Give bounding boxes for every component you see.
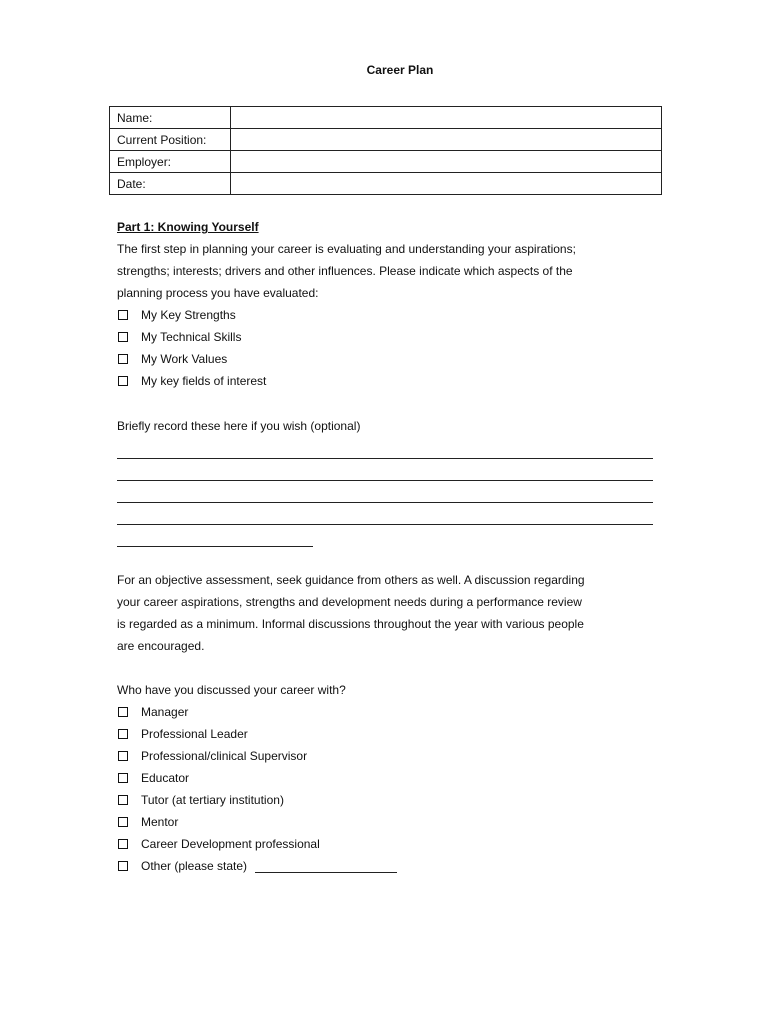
checkbox-empty-icon[interactable] <box>118 354 128 364</box>
other-write-in-line[interactable] <box>255 860 397 873</box>
checkbox-label: Manager <box>141 705 189 719</box>
checkbox-empty-icon[interactable] <box>118 751 128 761</box>
list-item[interactable] <box>117 811 657 833</box>
checkbox-empty-icon[interactable] <box>118 332 128 342</box>
assessment-paragraph <box>117 569 657 657</box>
checkbox-empty-icon[interactable] <box>118 376 128 386</box>
discussed-checklist <box>117 701 657 877</box>
discussed-prompt: Who have you discussed your career with? <box>117 683 346 697</box>
table-row <box>110 151 662 173</box>
checkbox-empty-icon[interactable] <box>118 795 128 805</box>
checkbox-label: Mentor <box>141 815 179 829</box>
personal-info-table <box>109 106 662 195</box>
assessment-line: your career aspirations, strengths and development needs during a performance review <box>117 595 582 609</box>
page-title: Career Plan <box>366 63 434 77</box>
date-field[interactable] <box>231 173 662 195</box>
checkbox-empty-icon[interactable] <box>118 861 128 871</box>
list-item[interactable] <box>117 833 657 855</box>
record-section <box>117 415 657 547</box>
employer-field[interactable] <box>231 151 662 173</box>
checkbox-empty-icon[interactable] <box>118 839 128 849</box>
record-prompt: Briefly record these here if you wish (optional) <box>117 419 361 433</box>
table-row <box>110 129 662 151</box>
checkbox-empty-icon[interactable] <box>118 729 128 739</box>
assessment-line: is regarded as a minimum. Informal discussions throughout the year with various people <box>117 617 584 631</box>
list-item[interactable] <box>117 745 657 767</box>
checkbox-label: My Key Strengths <box>141 308 236 322</box>
employer-label: Employer: <box>110 151 231 173</box>
checkbox-label: Educator <box>141 771 190 785</box>
current-position-label: Current Position: <box>110 129 231 151</box>
assessment-line: are encouraged. <box>117 639 205 653</box>
checkbox-label: Career Development professional <box>141 837 320 851</box>
name-field[interactable] <box>231 107 662 129</box>
checkbox-empty-icon[interactable] <box>118 310 128 320</box>
assessment-line: For an objective assessment, seek guidance from others as well. A discussion regarding <box>117 573 585 587</box>
discussed-section <box>117 679 657 877</box>
list-item[interactable] <box>117 304 657 326</box>
list-item[interactable] <box>117 348 657 370</box>
checkbox-empty-icon[interactable] <box>118 707 128 717</box>
list-item[interactable] <box>117 370 657 392</box>
writing-line[interactable] <box>117 481 653 503</box>
list-item[interactable] <box>117 701 657 723</box>
checkbox-label: My Technical Skills <box>141 330 242 344</box>
intro-line: planning process you have evaluated: <box>117 286 319 300</box>
intro-line: The first step in planning your career is evaluating and understanding your aspirations; <box>117 242 576 256</box>
checkbox-label: Professional Leader <box>141 727 248 741</box>
part1-heading: Part 1: Knowing Yourself <box>117 220 259 234</box>
checkbox-label: Other (please state) <box>141 859 248 873</box>
table-row <box>110 173 662 195</box>
checkbox-label: Tutor (at tertiary institution) <box>141 793 284 807</box>
writing-line[interactable] <box>117 459 653 481</box>
writing-line[interactable] <box>117 437 653 459</box>
list-item[interactable] <box>117 326 657 348</box>
part1-section <box>117 216 657 392</box>
checkbox-empty-icon[interactable] <box>118 773 128 783</box>
name-label: Name: <box>110 107 231 129</box>
writing-line[interactable] <box>117 503 653 525</box>
checkbox-label: My key fields of interest <box>141 374 267 388</box>
checkbox-label: Professional/clinical Supervisor <box>141 749 308 763</box>
list-item[interactable] <box>117 855 657 877</box>
writing-line[interactable] <box>117 525 313 547</box>
current-position-field[interactable] <box>231 129 662 151</box>
list-item[interactable] <box>117 723 657 745</box>
table-row <box>110 107 662 129</box>
list-item[interactable] <box>117 789 657 811</box>
aspects-checklist <box>117 304 657 392</box>
checkbox-empty-icon[interactable] <box>118 817 128 827</box>
date-label: Date: <box>110 173 231 195</box>
intro-line: strengths; interests; drivers and other influences. Please indicate which aspects of the <box>117 264 573 278</box>
list-item[interactable] <box>117 767 657 789</box>
checkbox-label: My Work Values <box>141 352 228 366</box>
